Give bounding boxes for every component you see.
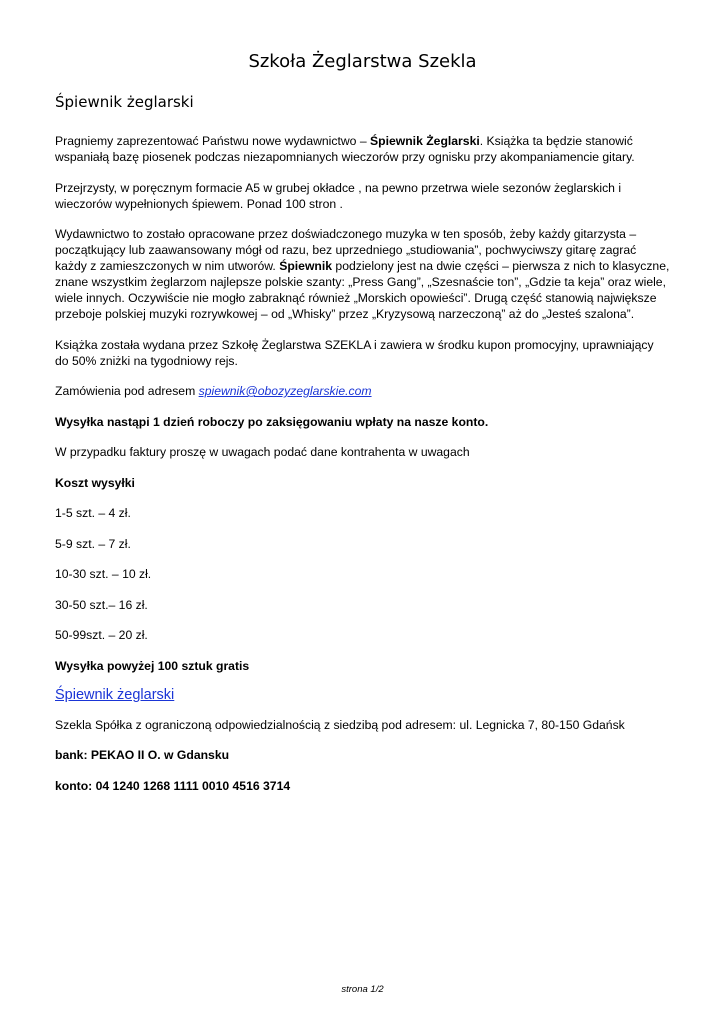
- shipping-tier: 10-30 szt. – 10 zł.: [55, 567, 152, 581]
- shipping-tier: 1-5 szt. – 4 zł.: [55, 506, 131, 520]
- description-bold-word: Śpiewnik: [279, 259, 333, 273]
- bank-info: [55, 747, 670, 763]
- format-paragraph: Przejrzysty, w poręcznym formacie A5 w grubej okładce , na pewno przetrwa wiele sezonów żeglarskich i wieczorów wypełnionych śpiewem. Ponad 100 stron .: [55, 180, 622, 211]
- order-email-link[interactable]: spiewnik@obozyzeglarskie.com: [198, 384, 372, 398]
- page-number: strona 1/2: [341, 984, 384, 995]
- intro-text-after: . Książka ta będzie stanowić wspaniałą bazę piosenek podczas niezapomnianych wieczorów przy ognisku przy akompaniamencie gitary.: [55, 134, 635, 164]
- description-text-before: Wydawnictwo to zostało opracowane przez doświadczonego muzyka w ten sposób, żeby każdy gitarzysta – początkujący lub zaawansowany mógł od razu, bez uprzedniego „studiowania”, pochwyciwszy gitarę zagrać każdy z zamieszczonych w nim utworów.: [55, 227, 637, 273]
- page-heading: Śpiewnik żeglarski: [55, 93, 194, 111]
- bank-info-text: bank: PEKAO II O. w Gdansku: [55, 748, 230, 762]
- songbook-link[interactable]: Śpiewnik żeglarski: [55, 687, 175, 703]
- account-info-text: konto: 04 1240 1268 1111 0010 4516 3714: [55, 778, 291, 793]
- shipping-notice-text: Wysyłka nastąpi 1 dzień roboczy po zaksięgowaniu wpłaty na nasze konto.: [55, 414, 489, 429]
- intro-text-before: Pragniemy zaprezentować Państwu nowe wydawnictwo –: [55, 134, 371, 148]
- shipping-tier: 30-50 szt.– 16 zł.: [55, 597, 148, 612]
- publisher-paragraph: Książka została wydana przez Szkołę Żeglarstwa SZEKLA i zawiera w środku kupon promocyjny, uprawniający do 50% zniżki na tygodniowy rejs.: [55, 337, 654, 368]
- site-title: Szkoła Żeglarstwa Szekla: [248, 51, 477, 72]
- orders-paragraph: [55, 383, 670, 399]
- description-text-after: podzielony jest na dwie części – pierwsza z nich to klasyczne, znane wszystkim żeglarzom najlepsze polskie szanty: „Press Gang”, „Szesnaście ton”, „Gdzie ta keja” oraz wiele, wiele innych. Oczywiście nie mogło zabraknąć również „Morskich opowieści”. Drugą część stanowią największe przeboje polskiej muzyki rozrywkowej – od „Whisky” przez „Kryzysową narzeczoną” aż do „Jesteś szalona”.: [55, 259, 670, 321]
- book-name: Śpiewnik Żeglarski: [370, 134, 480, 148]
- shipping-notice: [55, 414, 670, 430]
- account-info: [55, 778, 670, 794]
- document-page: [55, 0, 670, 1024]
- shipping-tier: 5-9 szt. – 7 zł.: [55, 536, 131, 551]
- free-shipping-note: [55, 658, 670, 674]
- orders-label: Zamówienia pod adresem: [55, 384, 199, 398]
- invoice-note: W przypadku faktury proszę w uwagach podać dane kontrahenta w uwagach: [55, 445, 470, 459]
- songbook-link-paragraph: [55, 686, 670, 704]
- intro-paragraph: [55, 133, 670, 165]
- shipping-cost-heading: [55, 475, 670, 491]
- shipping-cost-heading-text: Koszt wysyłki: [55, 475, 135, 490]
- shipping-tier: 50-99szt. – 20 zł.: [55, 628, 148, 642]
- description-paragraph: [55, 226, 670, 322]
- article-body: [55, 133, 670, 808]
- company-address: Szekla Spółka z ograniczoną odpowiedzialnością z siedzibą pod adresem: ul. Legnicka 7, 80-150 Gdańsk: [55, 717, 625, 732]
- free-shipping-note-text: Wysyłka powyżej 100 sztuk gratis: [55, 658, 250, 673]
